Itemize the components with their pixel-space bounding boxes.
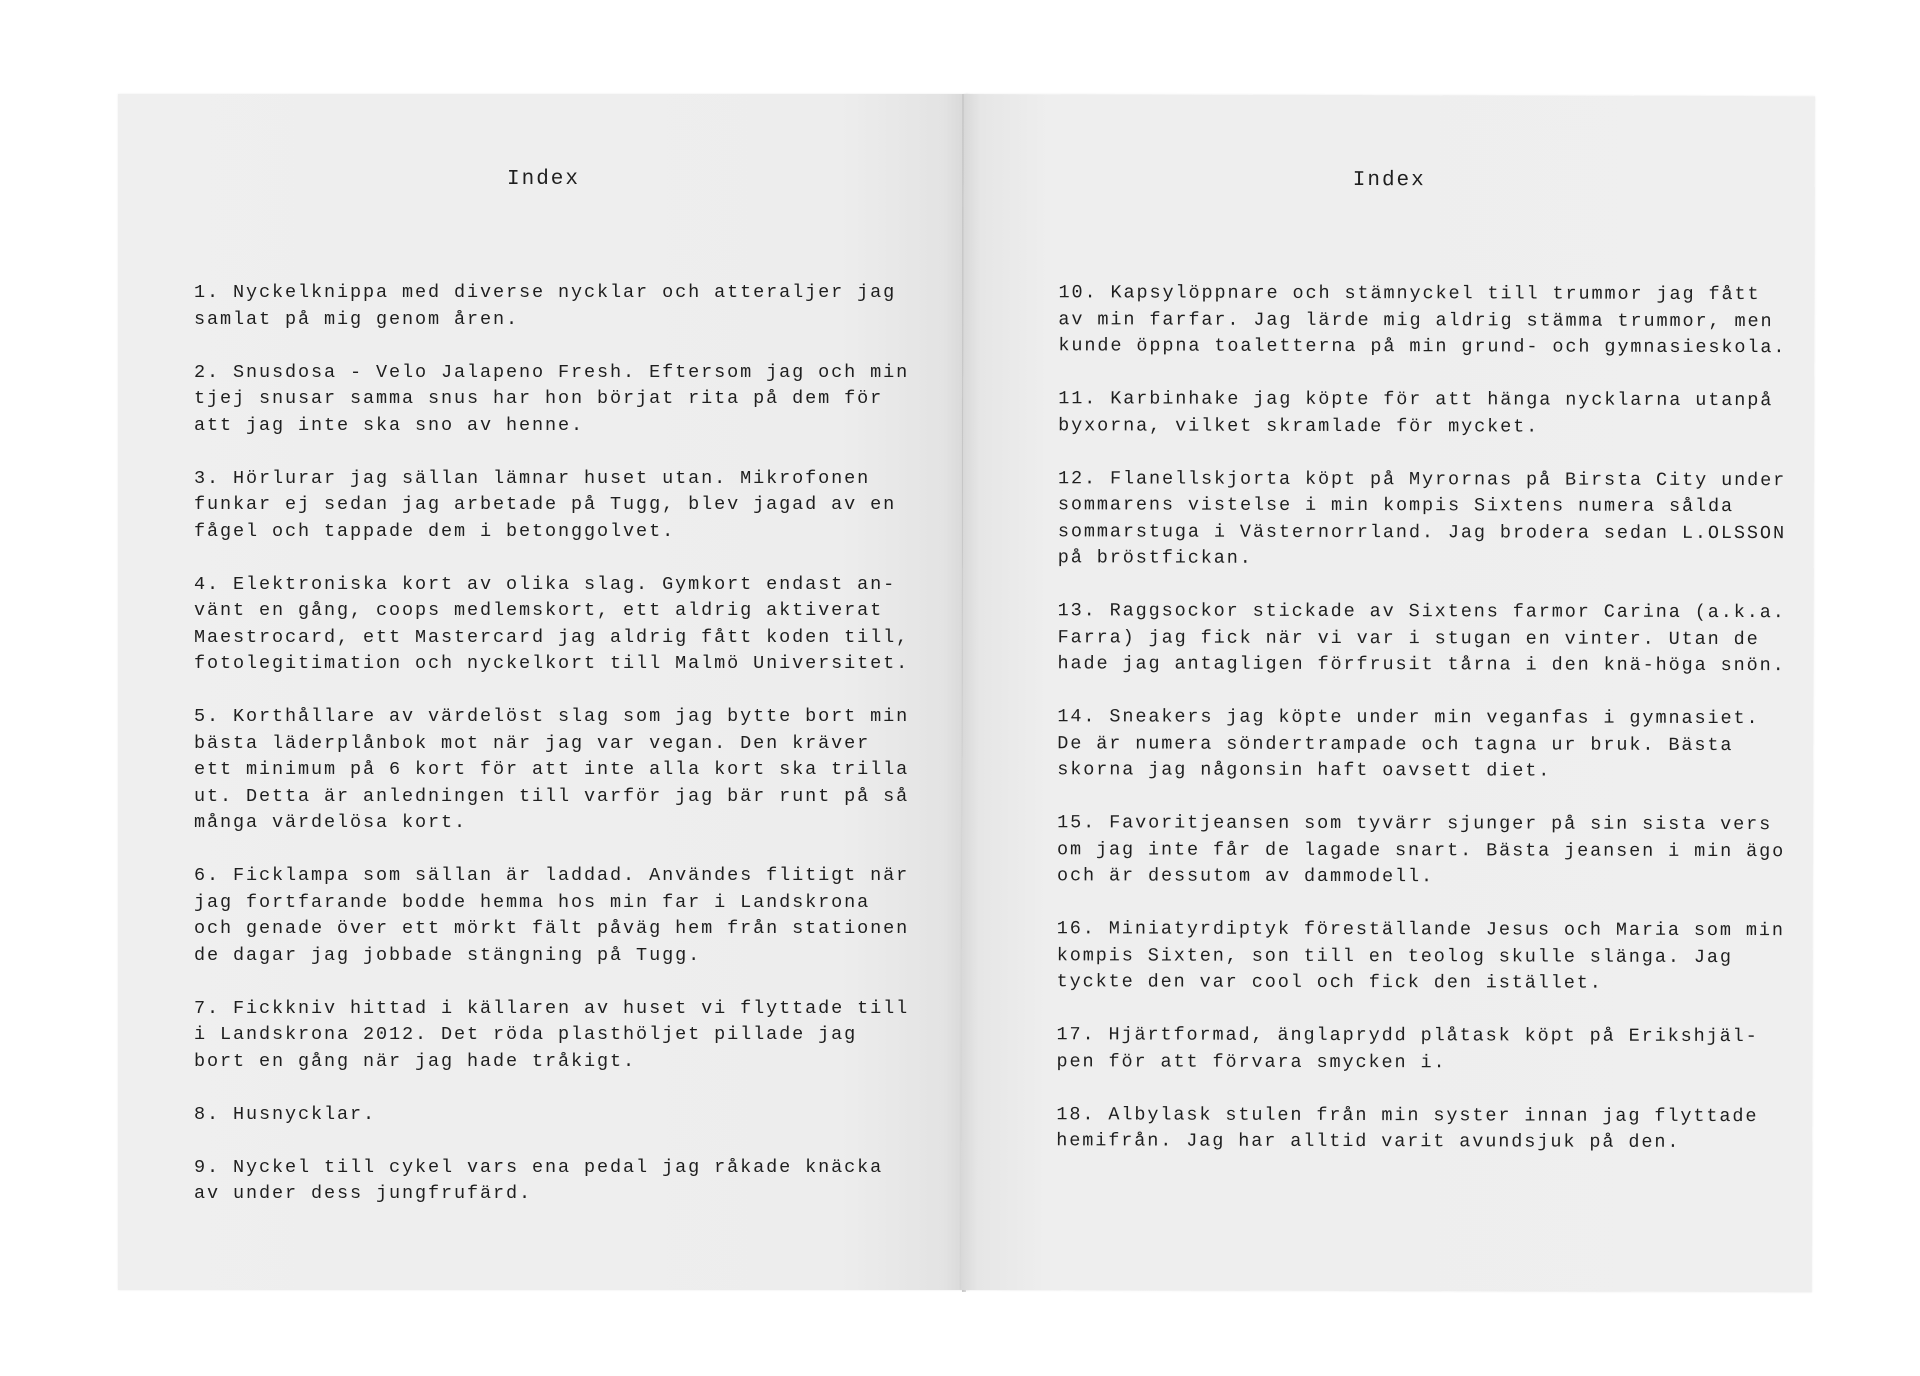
index-entry: 1. Nyckelknippa med diverse nycklar och atteraljer jag samlat på mig genom åren.: [194, 282, 897, 330]
index-entry: 5. Korthållare av värdelöst slag som jag bytte bort min bästa läderplånbok mot när jag var vegan. Den kräver ett minimum på 6 kort för att inte alla kort ska trilla ut. Detta är anledningen till varför jag bär runt på så många värdelösa kort.: [194, 706, 910, 833]
index-entry: 15. Favoritjeansen som tyvärr sjunger på sin sista vers om jag inte får de lagade snart. Bästa jeansen i min ägo och är dessutom av dammodell.: [1056, 812, 1786, 888]
right-page: [961, 94, 1815, 1292]
index-entry: 8. Husnycklar.: [194, 1103, 377, 1125]
right-page-title: Index: [1352, 169, 1426, 193]
index-entry: 12. Flanellskjorta köpt på Myrornas på Birsta City under sommarens vistelse i min kompis Sixtens numera sålda sommarstuga i Västernorrland. Jag brodera sedan L.OLSSON på bröstfickan.: [1057, 467, 1787, 569]
left-index-list: [194, 280, 914, 1234]
index-entry: 11. Karbinhake jag köpte för att hänga nycklarna utanpå byxorna, vilket skramlade för mycket.: [1058, 388, 1774, 438]
index-entry: 2. Snusdosa - Velo Jalapeno Fresh. Eftersom jag och min tjej snusar samma snus har hon börjat rita på dem för att jag inte ska sno av henne.: [194, 361, 910, 436]
index-entry: 3. Hörlurar jag sällan lämnar huset utan. Mikrofonen funkar ej sedan jag arbetade på Tugg, blev jagad av en fågel och tappade dem i betonggolvet.: [194, 467, 897, 542]
index-entry: 18. Albylask stulen från min syster innan jag flyttade hemifrån. Jag har alltid varit avundsjuk på den.: [1056, 1103, 1759, 1153]
left-page: [118, 94, 969, 1290]
index-entry: 4. Elektroniska kort av olika slag. Gymkort endast an-vänt en gång, coops medlemskort, ett aldrig aktiverat Maestrocard, ett Mastercard jag aldrig fått koden till, fotolegitimation och nyckelkort till Malmö Universitet.: [194, 573, 910, 674]
index-entry: 17. Hjärtformad, änglaprydd plåtask köpt på Erikshjäl-pen för att förvara smycken i.: [1056, 1024, 1759, 1073]
index-entry: 7. Fickkniv hittad i källaren av huset vi flyttade till i Landskrona 2012. Det röda plasthöljet pillade jag bort en gång när jag hade tråkigt.: [194, 997, 910, 1072]
index-entry: 6. Ficklampa som sällan är laddad. Användes flitigt när jag fortfarande bodde hemma hos min far i Landskrona och genade över ett mörkt fält påväg hem från stationen de dagar jag jobbade stängning på Tugg.: [194, 865, 910, 966]
index-entry: 10. Kapsylöppnare och stämnyckel till trummor jag fått av min farfar. Jag lärde mig aldrig stämma trummor, men kunde öppna toaletterna på min grund- och gymnasieskola.: [1058, 282, 1787, 359]
right-index-list: [1056, 280, 1788, 1183]
left-page-title: Index: [506, 168, 580, 191]
index-entry: 14. Sneakers jag köpte under min veganfas i gymnasiet. De är numera söndertrampade och tagna ur bruk. Bästa skorna jag någonsin haft oavsett diet.: [1057, 706, 1760, 782]
index-entry: 9. Nyckel till cykel vars ena pedal jag råkade knäcka av under dess jungfrufärd.: [194, 1156, 884, 1204]
index-entry: 16. Miniatyrdiptyk föreställande Jesus och Maria som min kompis Sixten, son till en teolog skulle slänga. Jag tyckte den var cool och fick den istället.: [1056, 918, 1785, 994]
index-entry: 13. Raggsockor stickade av Sixtens farmor Carina (a.k.a. Farra) jag fick när vi var i stugan en vinter. Utan de hade jag antagligen förfrusit tårna i den knä-höga snön.: [1057, 600, 1786, 677]
